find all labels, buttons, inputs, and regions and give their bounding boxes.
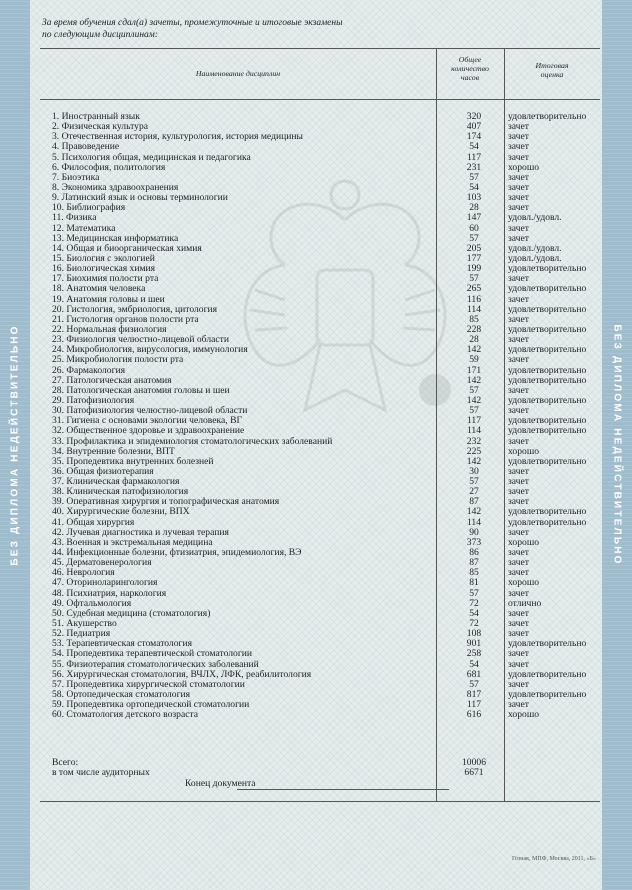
discipline-hours: 28: [469, 334, 479, 346]
discipline-rows: [40, 112, 600, 720]
table-row: [40, 710, 600, 720]
discipline-name: 35. Пропедевтика внутренних болезней: [52, 456, 214, 467]
discipline-grade: удовлетворительно: [508, 395, 587, 406]
discipline-hours: 57: [469, 678, 479, 690]
discipline-name: 13. Медицинская информатика: [52, 233, 179, 244]
header-grade: [504, 61, 600, 79]
table-row: [40, 437, 600, 447]
table-row: [40, 589, 600, 599]
discipline-name: 48. Психиатрия, наркология: [52, 588, 167, 599]
table-row: [40, 477, 600, 487]
discipline-grade: зачет: [508, 172, 529, 183]
discipline-grade: зачет: [508, 132, 529, 143]
discipline-name: 21. Гистология органов полости рта: [52, 314, 199, 325]
discipline-hours: 117: [466, 415, 482, 427]
table-row: [40, 173, 600, 183]
discipline-hours: 142: [466, 344, 482, 356]
discipline-grade: удовл./удовл.: [508, 243, 562, 254]
discipline-grade: удовлетворительно: [508, 304, 587, 315]
discipline-name: 23. Физиология челюстно-лицевой области: [52, 335, 229, 346]
discipline-name: 50. Судебная медицина (стоматология): [52, 608, 211, 619]
discipline-hours: 108: [466, 628, 482, 640]
discipline-grade: зачет: [508, 203, 529, 214]
discipline-grade: хорошо: [508, 162, 540, 173]
table-row: [40, 396, 600, 406]
discipline-hours: 199: [466, 263, 482, 275]
table-row: [40, 254, 600, 264]
table-row: [40, 568, 600, 578]
table-row: [40, 132, 600, 142]
discipline-name: 5. Психология общая, медицинская и педагогика: [52, 152, 251, 163]
discipline-hours: 81: [469, 577, 479, 589]
discipline-hours: 205: [466, 242, 482, 254]
header-hours-line-1: Общее: [458, 55, 482, 64]
discipline-name: 39. Оперативная хирургия и топографическая анатомия: [52, 497, 280, 508]
table-row: [40, 660, 600, 670]
discipline-grade: хорошо: [508, 710, 540, 721]
discipline-name: 4. Правоведение: [52, 142, 120, 153]
discipline-grade: зачет: [508, 314, 529, 325]
table-row: [40, 376, 600, 386]
discipline-hours: 57: [469, 171, 479, 183]
discipline-name: 16. Биологическая химия: [52, 264, 156, 275]
header-hours-line-3: часов: [460, 73, 480, 82]
table-row: [40, 274, 600, 284]
table-row: [40, 335, 600, 345]
discipline-hours: 28: [469, 202, 479, 214]
discipline-grade: удовлетворительно: [508, 264, 587, 275]
discipline-grade: зачет: [508, 193, 529, 204]
table-row: [40, 122, 600, 132]
discipline-grade: удовлетворительно: [508, 639, 587, 650]
discipline-name: 56. Хирургическая стоматология, ВЧЛХ, ЛФК, реабилитология: [52, 669, 312, 680]
discipline-hours: 817: [466, 689, 482, 701]
discipline-hours: 114: [466, 516, 482, 528]
discipline-name: 34. Внутренние болезни, ВПТ: [52, 446, 175, 457]
discipline-grade: хорошо: [508, 446, 540, 457]
discipline-hours: 174: [466, 131, 482, 143]
table-row: [40, 609, 600, 619]
discipline-hours: 407: [466, 121, 482, 133]
discipline-grade: зачет: [508, 700, 529, 711]
discipline-hours: 57: [469, 476, 479, 488]
table-row: [40, 386, 600, 396]
auditory-row: [40, 768, 600, 778]
discipline-name: 19. Анатомия головы и шеи: [52, 294, 165, 305]
table-row: [40, 295, 600, 305]
table-row: [40, 264, 600, 274]
discipline-grade: удовлетворительно: [508, 365, 587, 376]
discipline-name: 57. Пропедевтика хирургической стоматологии: [52, 679, 245, 690]
table-row: [40, 426, 600, 436]
discipline-name: 3. Отечественная история, культурология, история медицины: [52, 132, 303, 143]
table-row: [40, 305, 600, 315]
discipline-hours: 85: [469, 567, 479, 579]
table-row: [40, 538, 600, 548]
discipline-grade: зачет: [508, 233, 529, 244]
discipline-grade: зачет: [508, 122, 529, 133]
discipline-hours: 114: [466, 425, 482, 437]
discipline-grade: зачет: [508, 182, 529, 193]
discipline-hours: 265: [466, 283, 482, 295]
discipline-name: 10. Библиография: [52, 203, 126, 214]
table-row: [40, 406, 600, 416]
discipline-hours: 147: [466, 212, 482, 224]
table-row: [40, 315, 600, 325]
discipline-grade: удовлетворительно: [508, 517, 587, 528]
discipline-hours: 142: [466, 455, 482, 467]
discipline-hours: 142: [466, 394, 482, 406]
discipline-grade: удовлетворительно: [508, 416, 587, 427]
table-row: [40, 639, 600, 649]
auditory-value: 6671: [464, 767, 484, 778]
discipline-name: 32. Общественное здоровье и здравоохранение: [52, 426, 245, 437]
discipline-hours: 901: [466, 638, 482, 650]
discipline-name: 7. Биоэтика: [52, 172, 100, 183]
discipline-name: 28. Патологическая анатомия головы и шеи: [52, 385, 230, 396]
header-hours: [436, 55, 504, 82]
table-row: [40, 690, 600, 700]
discipline-hours: 90: [469, 526, 479, 538]
discipline-hours: 116: [466, 293, 482, 305]
discipline-hours: 228: [466, 323, 482, 335]
discipline-grade: зачет: [508, 477, 529, 488]
discipline-name: 12. Математика: [52, 223, 116, 234]
discipline-name: 41. Общая хирургия: [52, 517, 135, 528]
table-row: [40, 112, 600, 122]
discipline-grade: удовлетворительно: [508, 690, 587, 701]
table-row: [40, 507, 600, 517]
discipline-hours: 231: [466, 161, 482, 173]
discipline-name: 33. Профилактика и эпидемиология стоматологических заболеваний: [52, 436, 333, 447]
discipline-grade: зачет: [508, 527, 529, 538]
discipline-hours: 225: [466, 445, 482, 457]
discipline-grade: зачет: [508, 588, 529, 599]
discipline-grade: удовлетворительно: [508, 426, 587, 437]
discipline-name: 47. Оториноларингология: [52, 578, 158, 589]
intro-line-2: по следующим дисциплинам:: [42, 30, 159, 40]
total-label: Всего:: [52, 757, 79, 768]
discipline-name: 59. Пропедевтика ортопедической стоматологии: [52, 700, 250, 711]
totals: [40, 758, 600, 778]
discipline-grade: хорошо: [508, 578, 540, 589]
discipline-hours: 72: [469, 618, 479, 630]
table-row: [40, 213, 600, 223]
discipline-name: 26. Фармакология: [52, 365, 126, 376]
discipline-name: 27. Патологическая анатомия: [52, 375, 172, 386]
discipline-name: 11. Физика: [52, 213, 97, 224]
discipline-hours: 114: [466, 303, 482, 315]
discipline-name: 14. Общая и биоорганическая химия: [52, 243, 202, 254]
discipline-hours: 60: [469, 222, 479, 234]
right-band-text: БЕЗ ДИПЛОМА НЕДЕЙСТВИТЕЛЬНО: [611, 324, 623, 566]
left-security-band: [0, 0, 30, 890]
discipline-name: 15. Биология с экологией: [52, 253, 155, 264]
discipline-grade: зачет: [508, 679, 529, 690]
discipline-name: 31. Гигиена с основами экологии человека, ВГ: [52, 416, 243, 427]
discipline-name: 53. Терапевтическая стоматология: [52, 639, 193, 650]
discipline-grade: удовлетворительно: [508, 324, 587, 335]
discipline-grade: зачет: [508, 659, 529, 670]
end-of-document-line: [237, 789, 449, 790]
discipline-grade: зачет: [508, 558, 529, 569]
discipline-hours: 681: [466, 668, 482, 680]
discipline-name: 49. Офтальмология: [52, 598, 132, 609]
printer-note: Гознак, МПФ, Москва, 2011, «Б»: [511, 856, 596, 862]
table-row: [40, 193, 600, 203]
table-row: [40, 487, 600, 497]
table-row: [40, 416, 600, 426]
discipline-hours: 87: [469, 557, 479, 569]
table-row: [40, 366, 600, 376]
discipline-name: 58. Ортопедическая стоматология: [52, 690, 191, 701]
discipline-name: 55. Физиотерапия стоматологических заболеваний: [52, 659, 259, 670]
discipline-hours: 72: [469, 597, 479, 609]
table-row: [40, 670, 600, 680]
discipline-grade: удовлетворительно: [508, 345, 587, 356]
discipline-name: 37. Клиническая фармакология: [52, 477, 180, 488]
table-row: [40, 345, 600, 355]
discipline-name: 43. Военная и экстремальная медицина: [52, 537, 213, 548]
discipline-name: 60. Стоматология детского возраста: [52, 710, 199, 721]
intro-line-1: За время обучения сдал(а) зачеты, промежуточные и итоговые экзамены: [42, 18, 343, 28]
discipline-name: 42. Лучевая диагностика и лучевая терапия: [52, 527, 229, 538]
discipline-hours: 103: [466, 192, 482, 204]
discipline-grade: удовлетворительно: [508, 284, 587, 295]
discipline-grade: зачет: [508, 274, 529, 285]
header-hours-line-2: количество: [451, 64, 489, 73]
discipline-grade: зачет: [508, 608, 529, 619]
discipline-name: 24. Микробиология, вирусология, иммунология: [52, 345, 248, 356]
table-row: [40, 284, 600, 294]
discipline-grade: зачет: [508, 294, 529, 305]
table-row: [40, 518, 600, 528]
discipline-grade: зачет: [508, 649, 529, 660]
discipline-grade: зачет: [508, 385, 529, 396]
discipline-name: 54. Пропедевтика терапевтической стоматологии: [52, 649, 253, 660]
table-row: [40, 142, 600, 152]
table-row: [40, 224, 600, 234]
discipline-name: 9. Латинский язык и основы терминологии: [52, 193, 228, 204]
table-row: [40, 599, 600, 609]
discipline-grade: удовлетворительно: [508, 669, 587, 680]
discipline-grade: удовл./удовл.: [508, 253, 562, 264]
discipline-hours: 57: [469, 384, 479, 396]
table-row: [40, 649, 600, 659]
discipline-grade: зачет: [508, 223, 529, 234]
header-grade-line-2: оценка: [540, 70, 564, 79]
discipline-grade: удовлетворительно: [508, 456, 587, 467]
discipline-hours: 320: [466, 111, 482, 122]
discipline-hours: 117: [466, 699, 482, 711]
discipline-grade: удовлетворительно: [508, 375, 587, 386]
header-grade-line-1: Итоговая: [535, 61, 569, 70]
discipline-name: 51. Акушерство: [52, 619, 117, 630]
discipline-grade: зачет: [508, 487, 529, 498]
discipline-hours: 87: [469, 496, 479, 508]
table-row: [40, 183, 600, 193]
discipline-grade: зачет: [508, 497, 529, 508]
table-row: [40, 234, 600, 244]
discipline-hours: 171: [466, 364, 482, 376]
discipline-grade: зачет: [508, 568, 529, 579]
discipline-grade: зачет: [508, 152, 529, 163]
table-row: [40, 203, 600, 213]
discipline-hours: 86: [469, 547, 479, 559]
table-row: [40, 528, 600, 538]
discipline-name: 36. Общая физиотерапия: [52, 466, 154, 477]
auditory-label: в том числе аудиторных: [52, 767, 150, 778]
discipline-hours: 117: [466, 151, 482, 163]
table-row: [40, 457, 600, 467]
discipline-name: 44. Инфекционные болезни, фтизиатрия, эпидемиология, ВЭ: [52, 548, 302, 559]
discipline-hours: 258: [466, 648, 482, 660]
discipline-name: 29. Патофизиология: [52, 395, 135, 406]
discipline-name: 52. Педиатрия: [52, 629, 111, 640]
end-of-document: Конец документа: [185, 778, 256, 789]
discipline-name: 17. Биохимия полости рта: [52, 274, 159, 285]
discipline-name: 6. Философия, политология: [52, 162, 166, 173]
discipline-name: 18. Анатомия человека: [52, 284, 146, 295]
discipline-name: 30. Патофизиология челюстно-лицевой области: [52, 406, 248, 417]
discipline-hours: 142: [466, 506, 482, 518]
table-row: [40, 578, 600, 588]
discipline-grade: зачет: [508, 142, 529, 153]
discipline-name: 25. Микробиология полости рта: [52, 355, 184, 366]
discipline-grade: удовлетворительно: [508, 507, 587, 518]
table-row: [40, 325, 600, 335]
discipline-name: 38. Клиническая патофизиология: [52, 487, 189, 498]
discipline-hours: 54: [469, 181, 479, 193]
discipline-name: 20. Гистология, эмбриология, цитология: [52, 304, 218, 315]
discipline-hours: 54: [469, 141, 479, 153]
discipline-grade: зачет: [508, 335, 529, 346]
table-row: [40, 163, 600, 173]
left-band-text: БЕЗ ДИПЛОМА НЕДЕЙСТВИТЕЛЬНО: [9, 324, 21, 566]
discipline-hours: 54: [469, 607, 479, 619]
discipline-name: 8. Экономика здравоохранения: [52, 182, 179, 193]
discipline-hours: 616: [466, 709, 482, 721]
discipline-grade: удовл./удовл.: [508, 213, 562, 224]
table-row: [40, 355, 600, 365]
discipline-hours: 232: [466, 435, 482, 447]
table-row: [40, 467, 600, 477]
discipline-grade: хорошо: [508, 537, 540, 548]
header-underline: [40, 99, 600, 100]
discipline-grade: отлично: [508, 598, 542, 609]
discipline-grade: зачет: [508, 466, 529, 477]
discipline-hours: 142: [466, 374, 482, 386]
discipline-name: 1. Иностранный язык: [52, 112, 140, 122]
table-row: [40, 153, 600, 163]
table-row: [40, 548, 600, 558]
discipline-grade: зачет: [508, 548, 529, 559]
discipline-hours: 57: [469, 232, 479, 244]
table-row: [40, 629, 600, 639]
table-row: [40, 700, 600, 710]
table-row: [40, 558, 600, 568]
discipline-name: 2. Физическая культура: [52, 122, 149, 133]
discipline-hours: 177: [466, 252, 482, 264]
discipline-grade: зачет: [508, 355, 529, 366]
table-row: [40, 447, 600, 457]
header-discipline-name: Наименование дисциплин: [195, 69, 281, 78]
table-row: [40, 619, 600, 629]
discipline-hours: 59: [469, 354, 479, 366]
discipline-name: 46. Неврология: [52, 568, 115, 579]
discipline-hours: 57: [469, 273, 479, 285]
intro-text: [42, 17, 422, 41]
discipline-hours: 54: [469, 658, 479, 670]
discipline-hours: 57: [469, 587, 479, 599]
discipline-name: 40. Хирургические болезни, ВПХ: [52, 507, 190, 518]
discipline-hours: 85: [469, 313, 479, 325]
discipline-hours: 57: [469, 405, 479, 417]
discipline-hours: 27: [469, 486, 479, 498]
discipline-grade: зачет: [508, 629, 529, 640]
discipline-grade: зачет: [508, 436, 529, 447]
table-row: [40, 244, 600, 254]
right-security-band: [602, 0, 632, 890]
table-row: [40, 497, 600, 507]
discipline-name: 22. Нормальная физиология: [52, 324, 167, 335]
discipline-grade: зачет: [508, 406, 529, 417]
discipline-hours: 373: [466, 536, 482, 548]
discipline-grade: зачет: [508, 619, 529, 630]
discipline-name: 45. Дерматовенерология: [52, 558, 152, 569]
discipline-grade: удовлетворительно: [508, 112, 587, 122]
total-value: 10006: [462, 757, 486, 768]
table-row: [40, 680, 600, 690]
discipline-hours: 30: [469, 465, 479, 477]
